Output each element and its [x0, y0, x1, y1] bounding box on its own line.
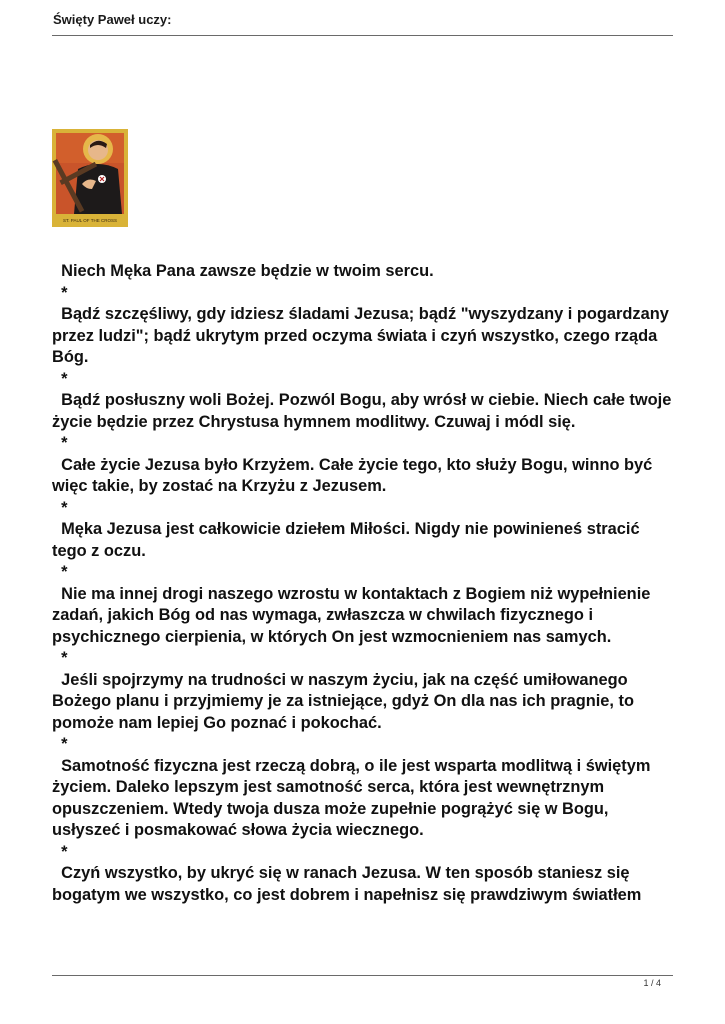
- asterisk-separator: *: [52, 434, 68, 452]
- quote-paragraph: Czyń wszystko, by ukryć się w ranach Jezusa. W ten sposób staniesz się bogatym we wszystko, co jest dobrem i napełnisz się prawdziwym światłem: [52, 864, 642, 904]
- icon-caption: ST. PAUL OF THE CROSS: [63, 218, 117, 223]
- quote-paragraph: Nie ma innej drogi naszego wzrostu w kontaktach z Bogiem niż wypełnienie zadań, jakich Bóg od nas wymaga, zwłaszcza w chwilach fizycznego i psychicznego cierpienia, w których On jest wzmocnieniem nas samych.: [52, 584, 655, 646]
- asterisk-separator: *: [52, 842, 68, 861]
- asterisk-separator: *: [52, 735, 68, 753]
- quote-paragraph: Jeśli spojrzymy na trudności w naszym życiu, jak na część umiłowanego Bożego planu i przyjmiemy je za istniejące, gdyż On dla nas ich pragnie, to pomoże nam lepiej Go poznać i pokochać.: [52, 670, 639, 732]
- asterisk-separator: *: [52, 369, 68, 388]
- asterisk-separator: *: [52, 649, 68, 667]
- footer-divider: [52, 975, 673, 976]
- page-number: 1 / 4: [643, 978, 661, 988]
- quote-paragraph: Bądź szczęśliwy, gdy idziesz śladami Jezusa; bądź "wyszydzany i pogardzany przez ludzi"; bądź ukrytym przed oczyma świata i czyń wszystko, czego rząda Bóg.: [52, 305, 674, 366]
- icon-painting: [52, 129, 128, 227]
- quote-paragraph: Niech Męka Pana zawsze będzie w twoim sercu.: [52, 262, 434, 280]
- quote-paragraph: Bądź posłuszny woli Bożej. Pozwól Bogu, aby wrósł w ciebie. Niech całe twoje życie będzie przez Chrystusa hymnem modlitwy. Czuwaj i módl się.: [52, 391, 676, 431]
- page-title: Święty Paweł uczy:: [53, 12, 172, 27]
- quote-paragraph: Męka Jezusa jest całkowicie dziełem Miłości. Nigdy nie powinieneś stracić tego z oczu.: [52, 520, 645, 560]
- header-divider: [52, 35, 673, 36]
- asterisk-separator: *: [52, 283, 68, 302]
- quote-paragraph: Całe życie Jezusa było Krzyżem. Całe życie tego, kto służy Bogu, winno być więc takie, by zostać na Krzyżu z Jezusem.: [52, 455, 657, 495]
- asterisk-separator: *: [52, 498, 68, 517]
- asterisk-separator: *: [52, 563, 68, 581]
- quote-paragraph: Samotność fizyczna jest rzeczą dobrą, o ile jest wsparta modlitwą i świętym życiem. Daleko lepszym jest samotność serca, która jest wewnętrznym opuszczeniem. Wtedy twoja dusza może zupełnie pogrążyć się w Bogu, usłyszeć i posmakować słowa życia wiecznego.: [52, 756, 656, 839]
- saint-icon-image: [52, 129, 128, 227]
- quotes-body: [52, 261, 677, 906]
